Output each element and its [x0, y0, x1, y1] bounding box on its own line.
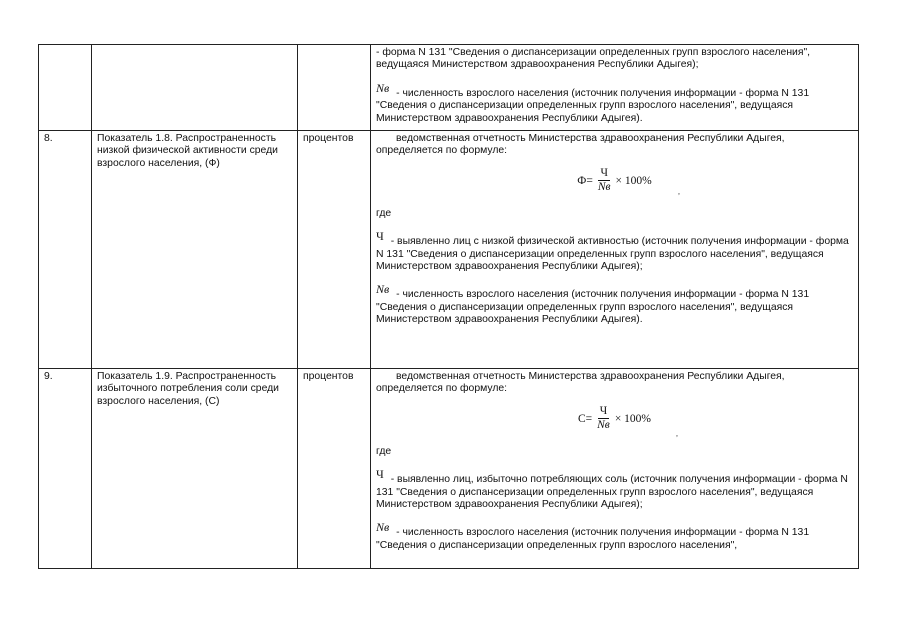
variable-description: - выявленно лиц, избыточно потребляющих соль (источник получения информации - форма N 131 "Сведения о диспансеризации определенных групп взрослого населения", ведущаяся Министерством здравоохранения Республики Адыгея); [376, 474, 848, 511]
method-cell [371, 369, 859, 569]
method-cell [371, 45, 859, 131]
variable-symbol: Nв [376, 80, 390, 95]
variable-definition [376, 80, 853, 125]
unit-cell [298, 45, 371, 131]
method-cell [371, 131, 859, 369]
variable-description: - численность взрослого населения (источник получения информации - форма N 131 "Сведения о диспансеризации определенных групп взрослого населения", ведущаяся Министерством здравоохранения Республики Адыгея). [376, 289, 810, 326]
table-row [39, 45, 859, 131]
table-row [39, 369, 859, 569]
row-number-cell [39, 369, 92, 569]
row-number: 8. [44, 133, 53, 144]
formula-fraction [596, 167, 613, 194]
indicator-name [92, 45, 297, 47]
formula-equals: = [586, 174, 593, 187]
source-continuation-text: - форма N 131 "Сведения о диспансеризации определенных групп взрослого населения", ведущаяся Министерством здравоохранения Республики Адыгея); [376, 47, 811, 71]
formula-multiplier: × 100% [614, 412, 652, 425]
row-number-cell [39, 45, 92, 131]
formula-lhs: Ф [577, 174, 587, 187]
table-row [39, 131, 859, 369]
method-intro: ведомственная отчетность Министерства здравоохранения Республики Адыгея, определяется по формуле: [376, 371, 785, 395]
formula-denominator: Nв [597, 181, 611, 194]
variable-symbol: Nв [376, 282, 390, 297]
row-number: 9. [44, 371, 53, 382]
variable-definition [376, 520, 853, 552]
unit-text: процентов [303, 371, 354, 382]
unit-cell [298, 131, 371, 369]
formula-denominator: Nв [597, 419, 610, 432]
variable-description: - численность взрослого населения (источник получения информации - форма N 131 "Сведения о диспансеризации определенных групп взрослого населения", [376, 527, 810, 551]
indicator-cell [92, 45, 298, 131]
formula [376, 164, 853, 198]
variable-definition [376, 229, 853, 273]
where-label: где [376, 207, 392, 219]
formula-fraction [595, 405, 612, 432]
indicator-name: Показатель 1.8. Распространенность низкой физической активности среди взрослого населения, (Ф) [97, 133, 278, 169]
formula-lhs: С [577, 412, 586, 425]
variable-definition [376, 282, 853, 326]
formula-numerator: Ч [599, 405, 608, 418]
indicator-cell [92, 369, 298, 569]
unit-text: процентов [303, 133, 354, 144]
variable-symbol: Nв [376, 520, 390, 535]
row-number [39, 45, 91, 47]
indicator-cell [92, 131, 298, 369]
variable-description: - выявленно лиц с низкой физической активностью (источник получения информации - форма N 131 "Сведения о диспансеризации определенных групп взрослого населения", ведущаяся Министерством здравоохранения Республики Адыгея); [376, 236, 849, 273]
variable-definition [376, 467, 853, 511]
where-label: где [376, 445, 392, 457]
formula-equals: = [585, 412, 593, 425]
formula-multiplier: × 100% [615, 174, 652, 187]
variable-symbol: Ч [376, 467, 384, 482]
variable-symbol: Ч [376, 229, 384, 244]
unit-text [298, 45, 370, 47]
unit-cell [298, 369, 371, 569]
indicator-table [38, 44, 859, 569]
formula [376, 402, 853, 436]
row-number-cell [39, 131, 92, 369]
scan-speck: , [676, 428, 678, 438]
variable-description: - численность взрослого населения (источник получения информации - форма N 131 "Сведения о диспансеризации определенных групп взрослого населения", ведущаяся Министерством здравоохранения Республики Адыгея). [376, 87, 810, 124]
method-intro: ведомственная отчетность Министерства здравоохранения Республики Адыгея, определяется по формуле: [376, 133, 785, 157]
scan-speck: , [678, 186, 680, 196]
formula-numerator: Ч [600, 167, 608, 180]
indicator-name: Показатель 1.9. Распространенность избыточного потребления соли среди взрослого населения, (С) [97, 371, 279, 407]
